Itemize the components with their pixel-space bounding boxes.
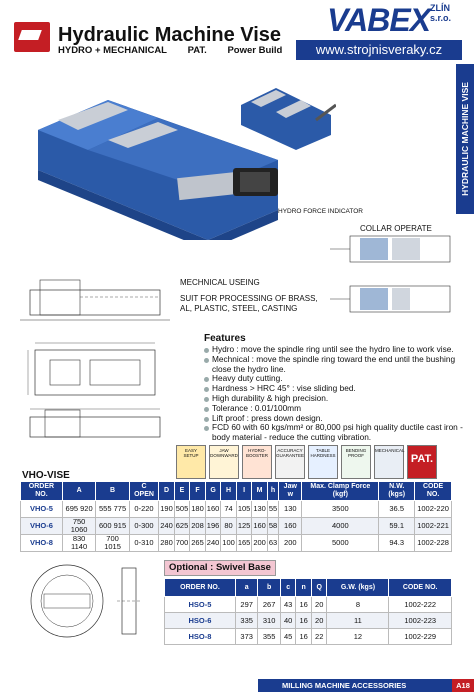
mechanical-usage-text xyxy=(180,278,330,314)
vho-spec-table xyxy=(20,481,452,552)
table-header-row xyxy=(21,482,452,501)
hydro-force-label: HYDRO FORCE INDICATOR xyxy=(278,208,363,215)
table-cell: 240 xyxy=(205,535,221,552)
table-cell: 1002-222 xyxy=(389,597,452,613)
table-cell: 200 xyxy=(279,535,302,552)
col-a: a xyxy=(235,579,257,597)
table-cell: 695 920 xyxy=(62,501,95,518)
table-row xyxy=(21,501,452,518)
feature-item: Tolerance : 0.01/100mm xyxy=(204,404,464,414)
table-cell: 700 xyxy=(174,535,190,552)
collar-operate-label: COLLAR OPERATE xyxy=(360,224,432,233)
col-jaw-w: Jaw w xyxy=(279,482,302,501)
table-cell: 20 xyxy=(311,613,327,629)
table-cell: 240 xyxy=(159,518,175,535)
table-cell: 625 xyxy=(174,518,190,535)
feature-item: High durability & high precision. xyxy=(204,394,464,404)
table-cell: 130 xyxy=(252,501,268,518)
table-cell: 1002-223 xyxy=(389,613,452,629)
table-cell: 280 xyxy=(159,535,175,552)
subtitle-hydro-mechanical: HYDRO + MECHANICAL xyxy=(58,45,167,56)
table-cell: 160 xyxy=(279,518,302,535)
col-f: F xyxy=(190,482,206,501)
collar-diagram xyxy=(330,234,460,329)
suit-processing-text: SUIT FOR PROCESSING OF BRASS, AL, PLASTIC, STEEL, CASTING xyxy=(180,294,318,313)
col-order-no: ORDER NO. xyxy=(21,482,63,501)
table-cell: VHO-8 xyxy=(21,535,63,552)
table-row xyxy=(21,535,452,552)
table-cell: 12 xyxy=(327,629,389,645)
patent-badge-icon: PAT. xyxy=(407,445,437,479)
col-gw: G.W. (kgs) xyxy=(327,579,389,597)
col-q: Q xyxy=(311,579,327,597)
table-cell: 125 xyxy=(236,518,252,535)
jaw-downward-icon: JAW DOWNWARD xyxy=(209,445,239,479)
easy-setup-icon: EASY SETUP xyxy=(176,445,206,479)
bending-proof-icon: BENDING PROOF xyxy=(341,445,371,479)
table-cell: 373 xyxy=(235,629,257,645)
col-d: D xyxy=(159,482,175,501)
page-footer xyxy=(258,679,474,692)
col-g: G xyxy=(205,482,221,501)
subtitle-pat: PAT. xyxy=(187,45,207,56)
table-cell: 160 xyxy=(205,501,221,518)
table-cell: 265 xyxy=(190,535,206,552)
table-cell: 200 xyxy=(252,535,268,552)
table-cell: 5000 xyxy=(302,535,379,552)
col-c: c xyxy=(280,579,296,597)
table-cell: 310 xyxy=(258,613,280,629)
table-cell: 297 xyxy=(235,597,257,613)
table-cell: 555 775 xyxy=(96,501,129,518)
table-cell: HSO-8 xyxy=(165,629,236,645)
table-cell: 74 xyxy=(221,501,237,518)
eagle-logo-icon xyxy=(14,22,50,52)
brand-sub xyxy=(430,3,458,23)
table-cell: HSO-5 xyxy=(165,597,236,613)
table-cell: 40 xyxy=(280,613,296,629)
col-b: b xyxy=(258,579,280,597)
table-cell: 22 xyxy=(311,629,327,645)
col-code-no: CODE NO. xyxy=(389,579,452,597)
table-cell: 1002-229 xyxy=(389,629,452,645)
hydro-booster-icon: HYDRO-BOOSTER xyxy=(242,445,272,479)
website-url-link[interactable]: www.strojnisveraky.cz xyxy=(296,40,462,60)
swivel-base-caption: Optional : Swivel Base xyxy=(164,560,276,576)
table-cell: 8 xyxy=(327,597,389,613)
table-cell: 335 xyxy=(235,613,257,629)
page-subtitle xyxy=(58,45,300,56)
table-cell: 105 xyxy=(236,501,252,518)
table-cell: 180 xyxy=(190,501,206,518)
table-header-row xyxy=(165,579,452,597)
table-cell: 63 xyxy=(267,535,278,552)
table-cell: 1002-221 xyxy=(415,518,452,535)
col-h-small: h xyxy=(267,482,278,501)
table-cell: HSO-6 xyxy=(165,613,236,629)
page-header xyxy=(0,0,474,62)
table-cell: 196 xyxy=(205,518,221,535)
feature-item: Hydro : move the spindle ring until see the hydro line to work vise. xyxy=(204,345,464,355)
table-cell: 165 xyxy=(236,535,252,552)
table-cell: 750 1060 xyxy=(62,518,95,535)
table-cell: 700 1015 xyxy=(96,535,129,552)
col-order-no: ORDER NO. xyxy=(165,579,236,597)
feature-item: Mechnical : move the spindle ring toward the end until the bushing close the hydro line. xyxy=(204,355,464,375)
table-row xyxy=(165,597,452,613)
mechanical-icon: MECHANICAL xyxy=(374,445,404,479)
table-cell: 94.3 xyxy=(379,535,415,552)
features-list xyxy=(204,345,464,443)
table-cell: VHO-5 xyxy=(21,501,63,518)
table-cell: 16 xyxy=(296,613,312,629)
table-cell: 600 915 xyxy=(96,518,129,535)
features-title: Features xyxy=(204,333,246,344)
table-cell: 267 xyxy=(258,597,280,613)
page-title: Hydraulic Machine Vise xyxy=(58,24,282,46)
mechanical-usage-heading: MECHNICAL USEING xyxy=(180,278,260,287)
table-cell: 36.5 xyxy=(379,501,415,518)
table-cell: 1002-228 xyxy=(415,535,452,552)
feature-icons-row xyxy=(176,445,466,479)
page-number: A18 xyxy=(452,679,474,692)
subtitle-power-build: Power Build xyxy=(227,45,283,56)
table-cell: 80 xyxy=(221,518,237,535)
vho-vise-caption: VHO-VISE xyxy=(22,470,70,481)
feature-item: Hardness > HRC 45° : vise sliding bed. xyxy=(204,384,464,394)
table-row xyxy=(165,613,452,629)
table-cell: 16 xyxy=(296,597,312,613)
col-h: H xyxy=(221,482,237,501)
table-row xyxy=(21,518,452,535)
col-e: E xyxy=(174,482,190,501)
table-cell: 208 xyxy=(190,518,206,535)
table-cell: 16 xyxy=(296,629,312,645)
table-cell: 0-220 xyxy=(129,501,158,518)
col-n: n xyxy=(296,579,312,597)
col-nw: N.W. (kgs) xyxy=(379,482,415,501)
table-hardness-icon: TABLE HARDNESS xyxy=(308,445,338,479)
table-cell: 0-310 xyxy=(129,535,158,552)
table-cell: 20 xyxy=(311,597,327,613)
brand-city: ZLÍN xyxy=(430,3,450,13)
col-b: B xyxy=(96,482,129,501)
col-clamp-force: Max. Clamp Force (kgf) xyxy=(302,482,379,501)
swivel-base-table xyxy=(164,578,452,645)
feature-item: Heavy duty cutting. xyxy=(204,374,464,384)
vise-top-drawing xyxy=(20,275,175,330)
table-cell: VHO-6 xyxy=(21,518,63,535)
col-code-no: CODE NO. xyxy=(415,482,452,501)
table-cell: 355 xyxy=(258,629,280,645)
vise-base-drawing xyxy=(20,405,170,450)
table-cell: 59.1 xyxy=(379,518,415,535)
table-cell: 190 xyxy=(159,501,175,518)
table-cell: 45 xyxy=(280,629,296,645)
table-cell: 830 1140 xyxy=(62,535,95,552)
features-section xyxy=(204,333,464,443)
swivel-base-drawing xyxy=(22,560,152,642)
table-cell: 43 xyxy=(280,597,296,613)
table-cell: 130 xyxy=(279,501,302,518)
col-c-open: C OPEN xyxy=(129,482,158,501)
product-photo xyxy=(16,70,316,270)
footer-section-title: MILLING MACHINE ACCESSORIES xyxy=(282,681,407,690)
table-cell: 0-300 xyxy=(129,518,158,535)
table-cell: 58 xyxy=(267,518,278,535)
table-row xyxy=(165,629,452,645)
side-section-tab xyxy=(456,64,474,214)
table-cell: 1002-220 xyxy=(415,501,452,518)
table-cell: 505 xyxy=(174,501,190,518)
vise-side-drawing xyxy=(20,335,170,405)
vise-small-image xyxy=(236,80,336,150)
table-cell: 11 xyxy=(327,613,389,629)
brand-logo: VABEX xyxy=(327,2,430,38)
table-cell: 3500 xyxy=(302,501,379,518)
table-cell: 160 xyxy=(252,518,268,535)
brand-company-type: s.r.o. xyxy=(430,13,452,23)
col-m: M xyxy=(252,482,268,501)
col-i: I xyxy=(236,482,252,501)
accuracy-guarantee-icon: ACCURACY GUARANTEE xyxy=(275,445,305,479)
table-cell: 100 xyxy=(221,535,237,552)
side-tab-label: HYDRAULIC MACHINE VISE xyxy=(460,82,470,196)
table-cell: 4000 xyxy=(302,518,379,535)
feature-item: Lift proof : press down design. xyxy=(204,414,464,424)
col-a: A xyxy=(62,482,95,501)
feature-item: FCD 60 with 60 kgs/mm² or 80,000 psi high quality ductile cast iron - body material - reduce the cutting vibration. xyxy=(204,423,464,443)
table-cell: 55 xyxy=(267,501,278,518)
